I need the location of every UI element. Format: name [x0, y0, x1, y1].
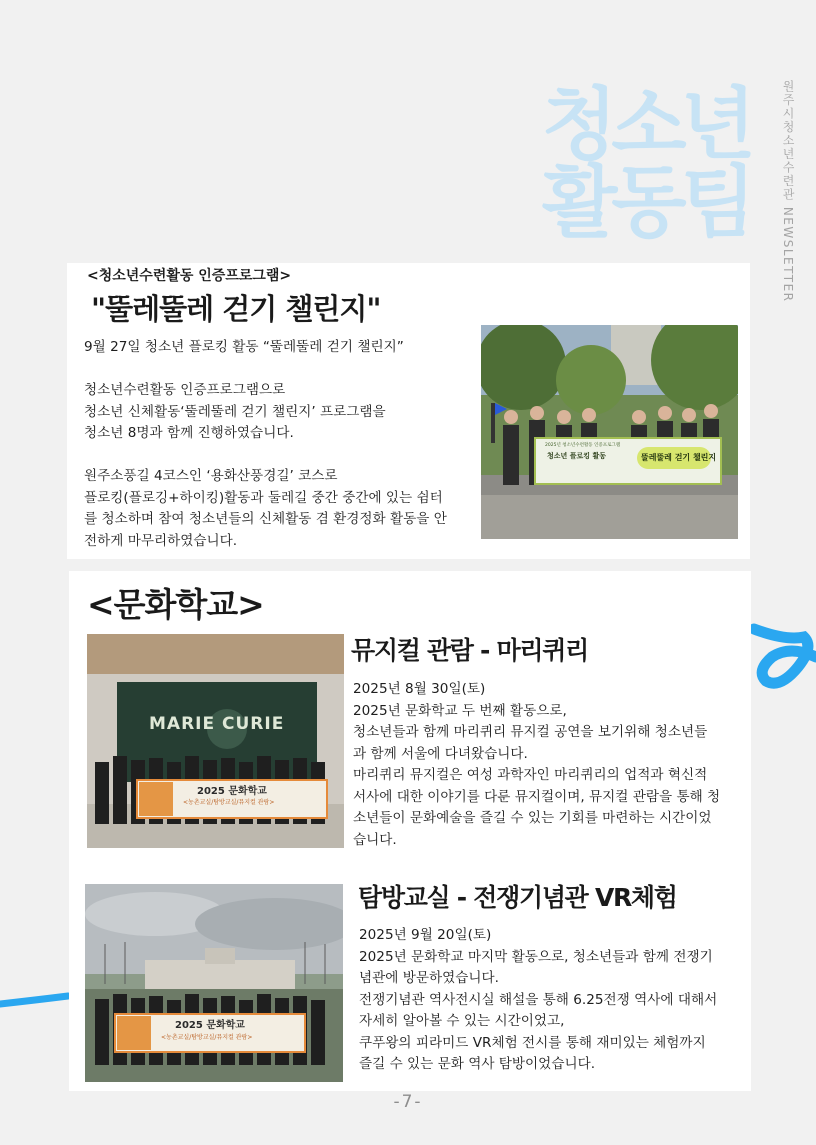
text-line: 청소년들과 함께 마리퀴리 뮤지컬 공연을 보기위해 청소년들	[353, 724, 708, 740]
team-title-line1: 청소년	[541, 80, 750, 170]
text-line: 과 함께 서울에 다녀왔습니다.	[353, 745, 528, 762]
walking-challenge-title: "뚤레뚤레 걷기 챌린지"	[91, 292, 381, 326]
text-line: 전하게 마무리하였습니다.	[84, 532, 238, 549]
text-line: 청소년 8명과 함께 진행하였습니다.	[84, 425, 294, 441]
text-line: 자세히 알아볼 수 있는 시간이었고,	[359, 1013, 565, 1029]
text-line: 마리퀴리 뮤지컬은 여성 과학자인 마리퀴리의 업적과 혁신적	[353, 767, 708, 783]
musical-photo	[87, 634, 344, 848]
culture-school-heading: <문화학교>	[87, 585, 264, 624]
banner-label: 청소년 플로킹 활동	[547, 452, 606, 460]
text-line: 습니다.	[353, 831, 397, 848]
memorial-banner-sub: <농촌교실/탐방교실/뮤지컬 관람>	[161, 1034, 253, 1041]
text-line: 2025년 문화학교 두 번째 활동으로,	[353, 702, 567, 719]
text-line: 소년들이 문화예술을 즐길 수 있는 기회를 마련하는 시간이었	[353, 810, 712, 826]
musical-banner-title: 2025 문화학교	[197, 786, 267, 797]
text-line: 즐길 수 있는 문화 역사 탐방이었습니다.	[359, 1056, 596, 1072]
text-line: 념관에 방문하였습니다.	[359, 970, 499, 986]
war-memorial-photo	[85, 884, 343, 1082]
text-line: 2025년 문화학교 마지막 활동으로, 청소년들과 함께 전쟁기	[359, 948, 713, 965]
team-title-line2: 활동팀	[541, 158, 750, 248]
musical-screen-text: MARIE CURIE	[149, 714, 285, 734]
program-subheading: <청소년수련활동 인증프로그램>	[87, 268, 292, 284]
text-line: 를 청소하며 참여 청소년들의 신체활동 겸 환경정화 활동을 안	[84, 511, 447, 527]
text-line: 서사에 대한 이야기를 다룬 뮤지컬이며, 뮤지컬 관람을 통해 청	[353, 788, 721, 805]
newsletter-side-label: 원주시청소년수련관 NEWSLETTER	[781, 80, 795, 303]
musical-title: 뮤지컬 관람 - 마리퀴리	[351, 636, 588, 665]
text-line: 2025년 9월 20일(토)	[359, 927, 492, 943]
blue-swirl-decoration-right	[740, 615, 816, 705]
musical-description	[353, 679, 745, 851]
text-line: 원주소풍길 4코스인 ‘용화산풍경길’ 코스로	[84, 468, 338, 484]
war-memorial-title: 탐방교실 - 전쟁기념관 VR체험	[358, 883, 677, 912]
walking-challenge-photo	[481, 325, 738, 539]
walking-challenge-description	[84, 337, 479, 552]
banner-title: 뚤레뚤레 걷기 챌린지	[641, 453, 717, 462]
culture-school-card	[69, 571, 751, 1091]
war-memorial-description	[359, 925, 745, 1076]
text-line: 9월 27일 청소년 플로킹 활동 “뚤레뚤레 걷기 챌린지”	[84, 339, 404, 355]
text-line: 청소년수련활동 인증프로그램으로	[84, 382, 286, 398]
walking-challenge-card	[67, 263, 750, 559]
text-line: 전쟁기념관 역사전시실 해설을 통해 6.25전쟁 역사에 대해서	[359, 991, 718, 1008]
memorial-banner-title: 2025 문화학교	[175, 1020, 245, 1031]
team-title	[541, 80, 750, 248]
text-line: 플로킹(플로깅+하이킹)활동과 둘레길 중간 중간에 있는 쉼터	[84, 489, 443, 506]
blue-swirl-decoration-left	[0, 990, 72, 1020]
musical-banner-sub: <농촌교실/탐방교실/뮤지컬 관람>	[183, 799, 275, 806]
text-line: 쿠푸왕의 피라미드 VR체험 전시를 통해 재미있는 체험까지	[359, 1034, 706, 1051]
banner-small-text: 2025년 청소년수련활동 인증프로그램	[545, 443, 621, 448]
page-number: -7-	[393, 1092, 423, 1112]
text-line: 2025년 8월 30일(토)	[353, 681, 486, 697]
text-line: 청소년 신체활동‘뚤레뚤레 걷기 챌린지’ 프로그램을	[84, 403, 386, 420]
